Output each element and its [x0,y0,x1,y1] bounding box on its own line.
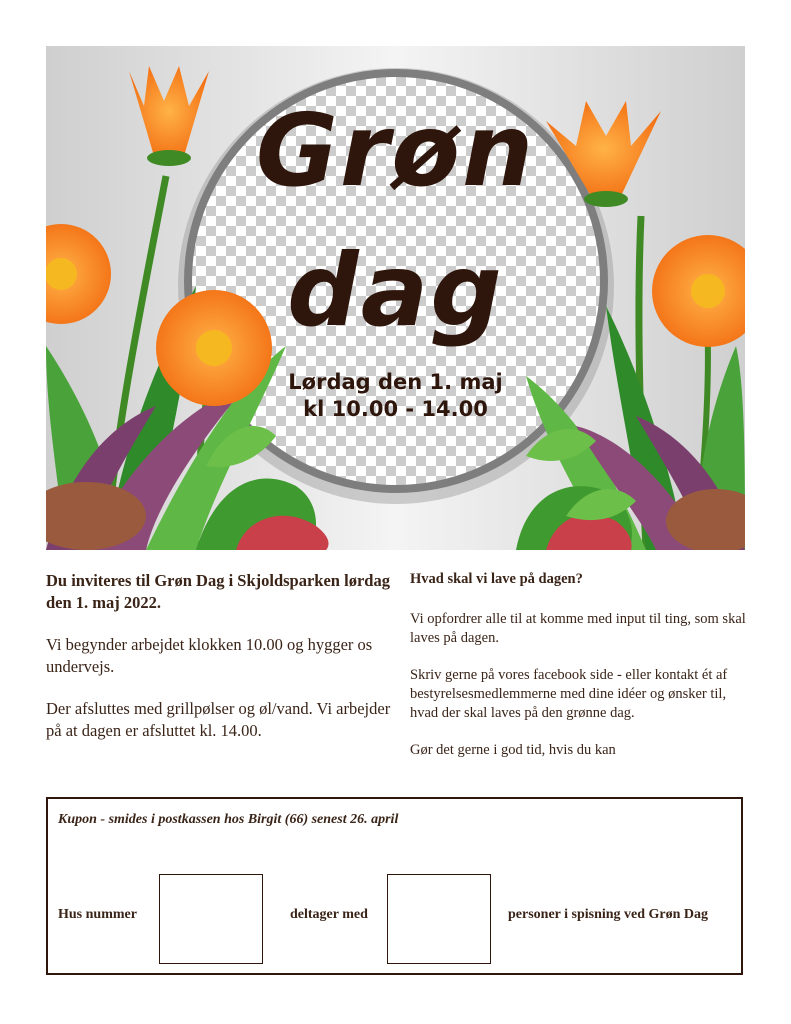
activities-paragraph-1: Vi opfordrer alle til at komme med input til ting, som skal laves på dagen. [410,611,746,646]
activities-question: Hvad skal vi lave på dagen? [410,571,583,587]
participate-label: deltager med [290,907,368,922]
coupon [46,797,743,975]
coupon-title: Kupon - smides i postkassen hos Birgit (66) senest 26. april [58,812,399,827]
invitation-paragraph-2: Der afsluttes med grillpølser og øl/vand. Vi arbejder på at dagen er afsluttet kl. 14.00. [46,699,391,740]
person-count-box[interactable] [387,874,491,964]
event-time: kl 10.00 - 14.00 [303,397,488,421]
house-number-label: Hus nummer [58,907,137,922]
title-line-1: Grøn [255,92,536,209]
activities-paragraph-3: Gør det gerne i god tid, hvis du kan [410,742,616,758]
activities-text [410,570,750,778]
invitation-text [46,570,391,762]
event-date: Lørdag den 1. maj [288,370,503,394]
persons-label: personer i spisning ved Grøn Dag [508,907,709,922]
title-line-2: dag [287,232,504,349]
invitation-paragraph-1: Vi begynder arbejdet klokken 10.00 og hygger os undervejs. [46,635,373,676]
house-number-box[interactable] [159,874,263,964]
activities-paragraph-2: Skriv gerne på vores facebook side - eller kontakt ét af bestyrelsesmedlemmerne med dine idéer og ønsker til, hvad der skal laves på den grønne dag. [410,667,728,721]
invitation-lead: Du inviteres til Grøn Dag i Skjoldsparken lørdag den 1. maj 2022. [46,571,390,612]
banner [46,46,745,550]
